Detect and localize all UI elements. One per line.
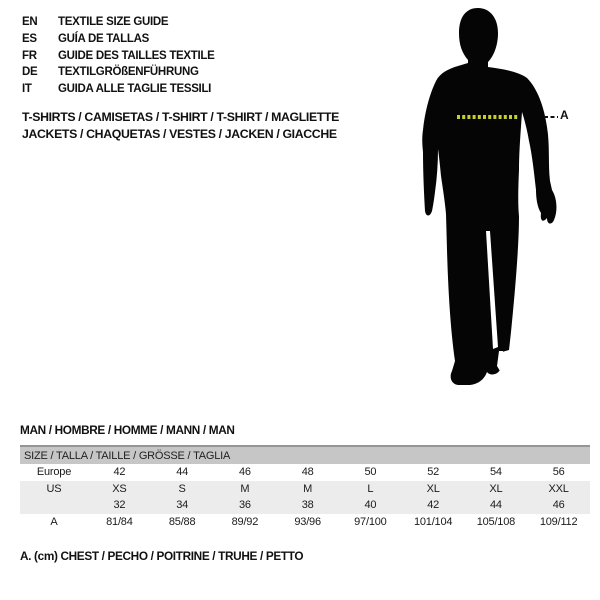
cell: 38 — [301, 499, 314, 512]
cell: M — [240, 482, 250, 495]
language-code: IT — [22, 83, 32, 96]
gender-heading: MAN / HOMBRE / HOMME / MANN / MAN — [20, 423, 235, 437]
cell: 36 — [238, 499, 251, 512]
cell: 97/100 — [354, 515, 387, 528]
cell: 46 — [238, 466, 251, 479]
cell: 34 — [176, 499, 189, 512]
row-label: Europe — [36, 466, 72, 479]
garment-categories — [22, 109, 339, 144]
row-label: A — [50, 515, 58, 528]
cell: 42 — [427, 499, 440, 512]
cell: 101/104 — [413, 515, 453, 528]
cell: 93/96 — [294, 515, 321, 528]
cell: 85/88 — [168, 515, 196, 528]
silhouette-body — [422, 8, 556, 385]
cell: 81/84 — [106, 515, 133, 528]
cell: 44 — [176, 466, 189, 479]
size-table-wrap — [20, 445, 590, 530]
cell: 89/92 — [231, 515, 259, 528]
table-row-chest-a — [20, 514, 590, 531]
cell: L — [367, 482, 374, 495]
table-row-us — [20, 481, 590, 498]
size-table-header: SIZE / TALLA / TAILLE / GRÖSSE / TAGLIA — [20, 446, 590, 464]
cell: S — [178, 482, 186, 495]
size-table — [20, 445, 590, 530]
row-label: US — [46, 482, 62, 495]
cell: 42 — [113, 466, 126, 479]
cell: XS — [112, 482, 127, 495]
cell: 44 — [489, 499, 502, 512]
language-code: ES — [22, 32, 37, 45]
cell: 48 — [301, 466, 314, 479]
cell: 32 — [113, 499, 126, 512]
language-title: GUIDA ALLE TAGLIE TESSILI — [58, 83, 212, 96]
cell: 46 — [552, 499, 565, 512]
language-row-it — [22, 81, 215, 98]
table-row-europe — [20, 464, 590, 481]
language-code: DE — [22, 66, 38, 79]
measurement-footnote: A. (cm) CHEST / PECHO / POITRINE / TRUHE / PETTO — [20, 549, 304, 563]
language-row-fr — [22, 48, 215, 65]
language-code: FR — [22, 49, 37, 62]
row-label — [20, 497, 88, 514]
language-row-es — [22, 31, 215, 48]
language-list — [22, 14, 215, 98]
cell: 50 — [364, 466, 377, 479]
cell: XL — [426, 482, 440, 495]
language-row-en — [22, 14, 215, 31]
category-jackets: JACKETS / CHAQUETAS / VESTES / JACKEN / GIACCHE — [22, 127, 337, 142]
cell: 54 — [489, 466, 502, 479]
language-title: GUIDE DES TAILLES TEXTILE — [58, 49, 215, 62]
measure-label-a: A — [560, 108, 569, 122]
language-title: GUÍA DE TALLAS — [58, 32, 149, 45]
size-table-header-row — [20, 446, 590, 464]
cell: XXL — [548, 482, 569, 495]
cell: 56 — [552, 466, 565, 479]
category-tshirts: T-SHIRTS / CAMISETAS / T-SHIRT / T-SHIRT / MAGLIETTE — [22, 110, 340, 124]
cell: 52 — [427, 466, 440, 479]
man-silhouette-icon — [410, 0, 600, 420]
cell: 109/112 — [539, 515, 578, 528]
language-code: EN — [22, 16, 38, 28]
man-silhouette-figure — [410, 0, 600, 420]
cell: 40 — [364, 499, 377, 512]
language-title: TEXTILGRÖßENFÜHRUNG — [58, 66, 199, 79]
table-row-numeric — [20, 497, 590, 514]
cell: XL — [489, 482, 503, 495]
cell: M — [303, 482, 313, 495]
cell: 105/108 — [476, 515, 516, 528]
language-title: TEXTILE SIZE GUIDE — [58, 16, 169, 28]
language-row-de — [22, 64, 215, 81]
